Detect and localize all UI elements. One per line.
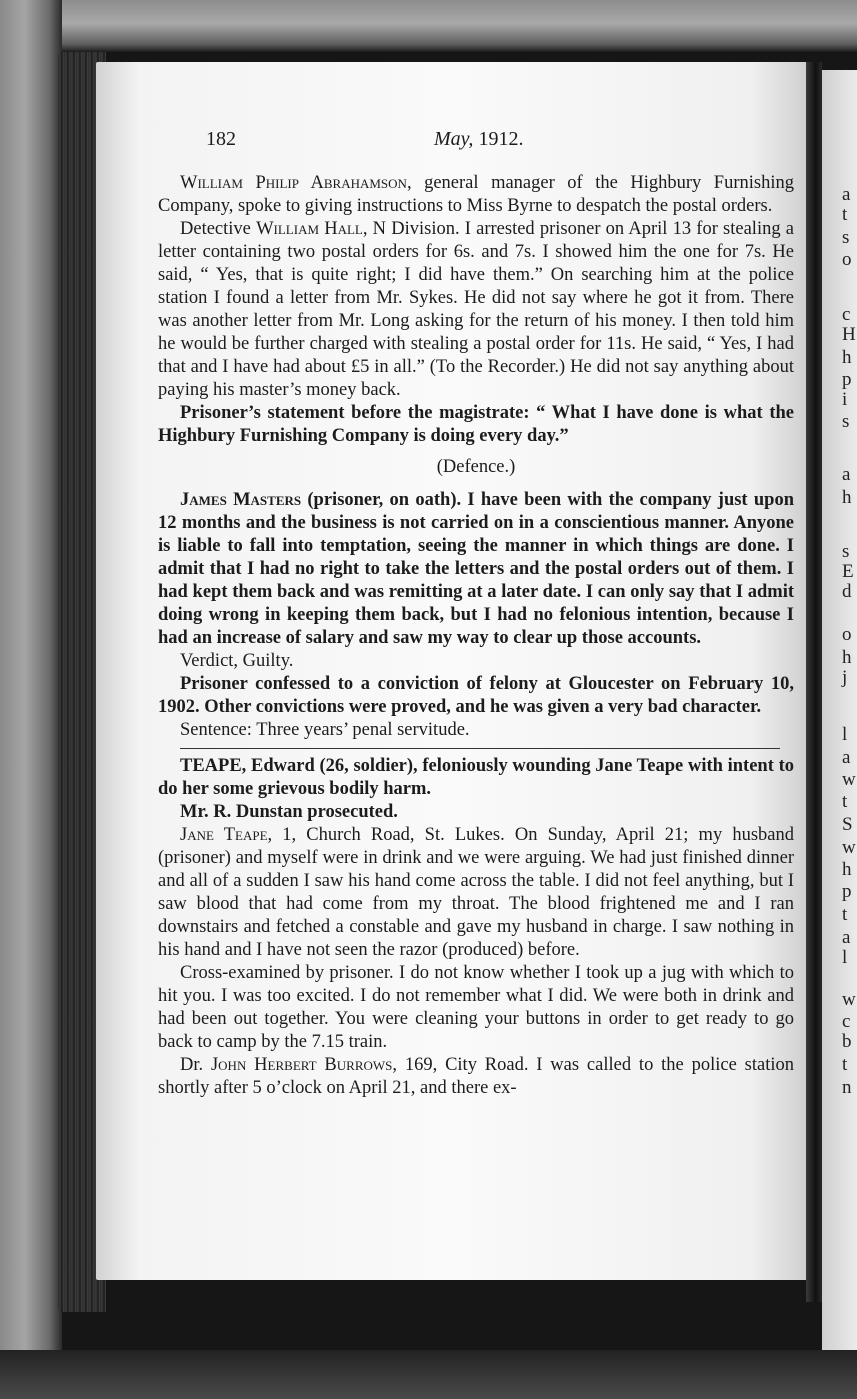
adjacent-page-letter: a [842, 464, 851, 485]
scan-top-background [0, 0, 857, 52]
section-divider [180, 748, 780, 749]
adjacent-page-letter: o [842, 624, 852, 645]
adjacent-page-letter: t [842, 904, 848, 925]
adjacent-page-letter: j [842, 667, 848, 688]
adjacent-page-letter: b [842, 1031, 852, 1052]
header-year: 1912. [478, 128, 524, 150]
adjacent-page-letter: i [842, 389, 848, 410]
adjacent-page-letter: w [842, 989, 856, 1010]
adjacent-page-letter: a [842, 927, 851, 948]
page-date-header [434, 128, 523, 151]
adjacent-page-letter: s [842, 541, 850, 562]
paragraph-jane-teape: Jane Teape, 1, Church Road, St. Lukes. On Sunday, April 21; my husband (prisoner) and myself were in drink and we were arguing. We had just finished dinner and all of a sudden I saw his hand come across the table. I did not feel anything, but I saw blood that had come from my throat. The blood frightened me and I ran downstairs and fetched a constable and gave my husband in charge. I saw nothing in his hand and I have not seen the razor (produced) before. [158, 825, 794, 960]
adjacent-page-letter: h [842, 859, 852, 880]
verdict: Verdict, Guilty. [180, 651, 294, 671]
adjacent-page-letter: t [842, 1054, 848, 1075]
header-month: May, [434, 128, 474, 150]
page-content [158, 128, 794, 1100]
paragraph-abrahamson: William Philip Abrahamson, general manager of the Highbury Furnishing Company, spoke to giving instructions to Miss Byrne to despatch the postal orders. [158, 173, 794, 216]
adjacent-page-letter: n [842, 1077, 852, 1098]
paragraph-cross-examination: Cross-examined by prisoner. I do not know whether I took up a jug with which to hit you. I was too excited. I do not remember what I did. We were both in drink and had been out together. You were cleaning your buttons in order to get ready to go back to camp by the 7.15 train. [158, 963, 794, 1052]
adjacent-page-letter: o [842, 249, 852, 270]
page-number: 182 [206, 128, 236, 150]
adjacent-page-letter: h [842, 647, 852, 668]
running-head [158, 128, 794, 158]
adjacent-page-letter: l [842, 724, 848, 745]
prior-convictions: Prisoner confessed to a conviction of felony at Gloucester on February 10, 1902. Other convictions were proved, and he was given a very bad character. [158, 674, 794, 717]
adjacent-page-letter: c [842, 1011, 851, 1032]
witness-name: William Philip Abrahamson [180, 173, 407, 193]
adjacent-page-letter: a [842, 184, 851, 205]
prosecutor: Mr. R. Dunstan prosecuted. [180, 802, 398, 822]
defence-heading: (Defence.) [436, 457, 516, 477]
sentence: Sentence: Three years’ penal servitude. [180, 720, 470, 740]
adjacent-page-letter: p [842, 369, 852, 390]
witness-name: James Masters [180, 490, 302, 510]
adjacent-page-letter: s [842, 227, 850, 248]
adjacent-page-letter: E [842, 561, 854, 582]
paragraph-statement: Prisoner’s statement before the magistrate: “ What I have done is what the Highbury Furnishing Company is doing every day.” [158, 403, 794, 446]
adjacent-page-letter: t [842, 791, 848, 812]
adjacent-page-letter: d [842, 581, 852, 602]
scan-left-background [0, 0, 62, 1399]
case-charge: TEAPE, Edward (26, soldier), feloniously wounding Jane Teape with intent to do her some grievous bodily harm. [158, 756, 794, 799]
adjacent-page-letter: t [842, 204, 848, 225]
paragraph-burrows: Dr. John Herbert Burrows, 169, City Road. I was called to the police station shortly after 5 o’clock on April 21, and there ex- [158, 1055, 794, 1098]
adjacent-page-edge [822, 70, 857, 1360]
adjacent-page-letter: H [842, 324, 856, 345]
adjacent-page-letter: a [842, 747, 851, 768]
adjacent-page-letter: w [842, 837, 856, 858]
adjacent-page-letter: l [842, 947, 848, 968]
paragraph-masters: James Masters (prisoner, on oath). I have been with the company just upon 12 months and the business is not carried on in a conscientious manner. Anyone is liable to fall into temptation, seeing the manner in which things are done. I admit that I had no right to take the letters and the postal orders out of them. I had kept them back and was remitting at a later date. I can only say that I admit doing wrong in keeping them back, but I had no felonious intention, because I had an increase of salary and saw my way to clear up those accounts. [158, 490, 794, 648]
adjacent-page-letter: h [842, 347, 852, 368]
adjacent-page-letter: p [842, 881, 852, 902]
adjacent-page-letter: w [842, 769, 856, 790]
witness-name: William Hall [256, 219, 363, 239]
adjacent-page-letter: h [842, 487, 852, 508]
defence-section [158, 456, 794, 742]
adjacent-page-letter: s [842, 411, 850, 432]
page-gutter [806, 62, 822, 1302]
witness-name: Jane Teape [180, 825, 268, 845]
adjacent-page-letter: c [842, 304, 851, 325]
adjacent-page-letter: S [842, 814, 853, 835]
scan-bottom-background [0, 1350, 857, 1399]
paragraph-hall: Detective William Hall, N Division. I arrested prisoner on April 13 for stealing a letter containing two postal orders for 6s. and 7s. I showed him the one for 7s. He said, “ Yes, that is quite right; I did have them.” On searching him at the police station I found a letter from Mr. Sykes. He did not say where he got it from. There was another letter from Mr. Long asking for the return of his money. I then told him he would be further charged with stealing a postal order for 11s. He said, “ Yes, I had that and I have had about £5 in all.” (To the Recorder.) He did not say anything about paying his master’s money back. [158, 219, 794, 400]
witness-name: John Herbert Burrows [210, 1055, 393, 1075]
